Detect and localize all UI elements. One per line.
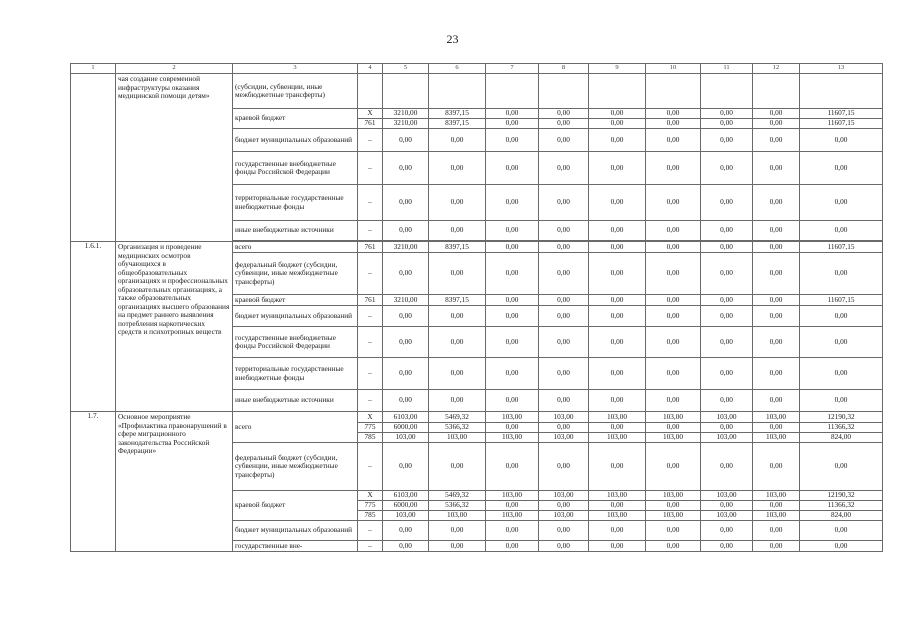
value-cell: 785 bbox=[358, 433, 383, 443]
value-cell: 0,00 bbox=[753, 541, 800, 552]
value-cell: 0,00 bbox=[383, 541, 429, 552]
budget-table bbox=[70, 63, 883, 552]
source-cell: федеральный бюджет (субсидии, субвенции, иные межбюджетные трансферты) bbox=[233, 443, 358, 491]
value-cell: 6103,00 bbox=[383, 491, 429, 501]
activity-name-cell: Основное мероприятие «Профилактика правонарушений в сфере миграционного законодательства Российской Федерации» bbox=[116, 412, 233, 552]
value-cell: 824,00 bbox=[800, 511, 883, 521]
value-cell: 0,00 bbox=[429, 306, 486, 327]
value-cell: 0,00 bbox=[753, 253, 800, 295]
value-cell: 103,00 bbox=[646, 433, 701, 443]
value-cell: 8397,15 bbox=[429, 119, 486, 129]
value-cell: 0,00 bbox=[646, 119, 701, 129]
value-cell: 103,00 bbox=[753, 511, 800, 521]
value-cell: 8397,15 bbox=[429, 242, 486, 253]
value-cell: 0,00 bbox=[539, 541, 589, 552]
value-cell: – bbox=[358, 327, 383, 358]
row-number-cell: 1.6.1. bbox=[71, 242, 116, 412]
source-cell: государственные внебюджетные фонды Российской Федерации bbox=[233, 152, 358, 185]
value-cell: 0,00 bbox=[753, 119, 800, 129]
value-cell: 0,00 bbox=[486, 541, 539, 552]
value-cell bbox=[486, 74, 539, 109]
value-cell: 0,00 bbox=[589, 119, 646, 129]
value-cell: 103,00 bbox=[383, 433, 429, 443]
value-cell: 0,00 bbox=[800, 152, 883, 185]
value-cell: 775 bbox=[358, 501, 383, 511]
value-cell: 0,00 bbox=[383, 152, 429, 185]
value-cell: 0,00 bbox=[701, 390, 753, 412]
column-number-cell: 8 bbox=[539, 64, 589, 74]
source-cell: территориальные государственные внебюджетные фонды bbox=[233, 358, 358, 390]
value-cell bbox=[646, 74, 701, 109]
value-cell: 0,00 bbox=[539, 295, 589, 306]
value-cell: 103,00 bbox=[646, 491, 701, 501]
value-cell: 0,00 bbox=[646, 306, 701, 327]
value-cell: 0,00 bbox=[383, 129, 429, 152]
source-cell: всего bbox=[233, 242, 358, 253]
value-cell: – bbox=[358, 129, 383, 152]
value-cell: – bbox=[358, 306, 383, 327]
value-cell: 0,00 bbox=[486, 253, 539, 295]
value-cell: 0,00 bbox=[753, 327, 800, 358]
value-cell: 0,00 bbox=[589, 129, 646, 152]
value-cell: 103,00 bbox=[383, 511, 429, 521]
value-cell: 0,00 bbox=[539, 501, 589, 511]
value-cell: 0,00 bbox=[539, 109, 589, 119]
value-cell: 761 bbox=[358, 242, 383, 253]
value-cell: 0,00 bbox=[646, 295, 701, 306]
value-cell: 0,00 bbox=[646, 253, 701, 295]
column-number-cell: 2 bbox=[116, 64, 233, 74]
value-cell: 0,00 bbox=[486, 501, 539, 511]
value-cell: 0,00 bbox=[646, 423, 701, 433]
value-cell: 0,00 bbox=[753, 295, 800, 306]
value-cell: – bbox=[358, 358, 383, 390]
value-cell: 0,00 bbox=[539, 253, 589, 295]
source-cell: краевой бюджет bbox=[233, 295, 358, 306]
column-number-cell: 12 bbox=[753, 64, 800, 74]
value-cell: 0,00 bbox=[753, 129, 800, 152]
value-cell: 0,00 bbox=[589, 306, 646, 327]
source-cell: иные внебюджетные источники bbox=[233, 221, 358, 241]
value-cell: 0,00 bbox=[429, 443, 486, 491]
value-cell: 0,00 bbox=[589, 390, 646, 412]
value-cell: 0,00 bbox=[646, 152, 701, 185]
value-cell: 0,00 bbox=[486, 129, 539, 152]
value-cell: – bbox=[358, 253, 383, 295]
value-cell: 0,00 bbox=[701, 358, 753, 390]
value-cell: 0,00 bbox=[486, 443, 539, 491]
value-cell: 0,00 bbox=[589, 253, 646, 295]
value-cell: 0,00 bbox=[800, 221, 883, 241]
value-cell bbox=[429, 74, 486, 109]
value-cell: 0,00 bbox=[539, 306, 589, 327]
value-cell: 0,00 bbox=[486, 185, 539, 221]
activity-name-cell: чая создание современной инфраструктуры оказания медицинской помощи детям» bbox=[116, 74, 233, 242]
value-cell: 0,00 bbox=[486, 242, 539, 253]
value-cell: 0,00 bbox=[539, 129, 589, 152]
value-cell: 0,00 bbox=[701, 541, 753, 552]
value-cell: 0,00 bbox=[589, 443, 646, 491]
source-cell: бюджет муниципальных образований bbox=[233, 521, 358, 541]
value-cell: 11607,15 bbox=[800, 242, 883, 253]
value-cell: 0,00 bbox=[701, 501, 753, 511]
value-cell: 12190,32 bbox=[800, 412, 883, 423]
value-cell: 3210,00 bbox=[383, 119, 429, 129]
value-cell: 12190,32 bbox=[800, 491, 883, 501]
value-cell: 0,00 bbox=[701, 109, 753, 119]
value-cell: – bbox=[358, 541, 383, 552]
value-cell: 0,00 bbox=[429, 253, 486, 295]
value-cell: 0,00 bbox=[753, 423, 800, 433]
value-cell: 5366,32 bbox=[429, 423, 486, 433]
value-cell: X bbox=[358, 412, 383, 423]
value-cell: 0,00 bbox=[486, 423, 539, 433]
value-cell: 103,00 bbox=[589, 412, 646, 423]
row-number-cell bbox=[71, 74, 116, 242]
value-cell: 0,00 bbox=[753, 185, 800, 221]
value-cell: 3210,00 bbox=[383, 242, 429, 253]
value-cell: 8397,15 bbox=[429, 109, 486, 119]
value-cell: 0,00 bbox=[429, 221, 486, 241]
value-cell: 0,00 bbox=[800, 185, 883, 221]
value-cell: 0,00 bbox=[589, 221, 646, 241]
value-cell: 5469,32 bbox=[429, 491, 486, 501]
value-cell: 0,00 bbox=[701, 327, 753, 358]
value-cell: 0,00 bbox=[486, 306, 539, 327]
value-cell: 0,00 bbox=[701, 295, 753, 306]
value-cell: 103,00 bbox=[701, 511, 753, 521]
value-cell: – bbox=[358, 152, 383, 185]
value-cell: 0,00 bbox=[429, 129, 486, 152]
value-cell: 0,00 bbox=[646, 327, 701, 358]
value-cell: 3210,00 bbox=[383, 109, 429, 119]
column-number-cell: 3 bbox=[233, 64, 358, 74]
value-cell: 103,00 bbox=[753, 491, 800, 501]
value-cell: 0,00 bbox=[539, 423, 589, 433]
value-cell: 5469,32 bbox=[429, 412, 486, 423]
value-cell: 0,00 bbox=[589, 521, 646, 541]
value-cell: 8397,15 bbox=[429, 295, 486, 306]
value-cell: 0,00 bbox=[429, 152, 486, 185]
table-row bbox=[71, 412, 883, 423]
value-cell: 6103,00 bbox=[383, 412, 429, 423]
value-cell: 0,00 bbox=[800, 327, 883, 358]
value-cell: 0,00 bbox=[539, 119, 589, 129]
value-cell: 0,00 bbox=[383, 358, 429, 390]
column-number-cell: 11 bbox=[701, 64, 753, 74]
source-cell: территориальные государственные внебюджетные фонды bbox=[233, 185, 358, 221]
value-cell: 0,00 bbox=[486, 109, 539, 119]
value-cell: 0,00 bbox=[589, 501, 646, 511]
value-cell: 0,00 bbox=[646, 221, 701, 241]
value-cell: 0,00 bbox=[589, 423, 646, 433]
value-cell: 0,00 bbox=[429, 358, 486, 390]
value-cell: 775 bbox=[358, 423, 383, 433]
value-cell: 103,00 bbox=[486, 491, 539, 501]
value-cell: 0,00 bbox=[701, 185, 753, 221]
value-cell: 824,00 bbox=[800, 433, 883, 443]
value-cell bbox=[383, 74, 429, 109]
value-cell: – bbox=[358, 521, 383, 541]
value-cell: 103,00 bbox=[646, 412, 701, 423]
value-cell: 5366,32 bbox=[429, 501, 486, 511]
value-cell: 785 bbox=[358, 511, 383, 521]
value-cell: 103,00 bbox=[589, 491, 646, 501]
source-cell: (субсидии, субвенции, иные межбюджетные трансферты) bbox=[233, 74, 358, 109]
value-cell: 0,00 bbox=[800, 541, 883, 552]
value-cell: 0,00 bbox=[753, 501, 800, 511]
value-cell: 0,00 bbox=[589, 185, 646, 221]
value-cell: 11607,15 bbox=[800, 109, 883, 119]
value-cell: 0,00 bbox=[753, 443, 800, 491]
value-cell: 103,00 bbox=[646, 511, 701, 521]
value-cell: 103,00 bbox=[701, 433, 753, 443]
value-cell: 0,00 bbox=[800, 443, 883, 491]
value-cell: 103,00 bbox=[486, 433, 539, 443]
value-cell: 6000,00 bbox=[383, 501, 429, 511]
value-cell: 0,00 bbox=[646, 521, 701, 541]
value-cell: 0,00 bbox=[753, 358, 800, 390]
activity-name-cell: Организация и проведение медицинских осмотров обучающихся в общеобразовательных организациях и профессиональных образовательных организациях, а также образовательных организациях высшего образования на предмет раннего выявления потребления наркотических средств и психотропных веществ bbox=[116, 242, 233, 412]
value-cell: 0,00 bbox=[539, 390, 589, 412]
value-cell: 0,00 bbox=[486, 152, 539, 185]
value-cell: 0,00 bbox=[753, 109, 800, 119]
value-cell: 0,00 bbox=[589, 541, 646, 552]
value-cell: 103,00 bbox=[753, 433, 800, 443]
value-cell: 11607,15 bbox=[800, 119, 883, 129]
value-cell: 0,00 bbox=[753, 221, 800, 241]
value-cell: 0,00 bbox=[701, 129, 753, 152]
value-cell: 0,00 bbox=[701, 152, 753, 185]
value-cell: 0,00 bbox=[646, 501, 701, 511]
value-cell: 0,00 bbox=[383, 521, 429, 541]
value-cell bbox=[589, 74, 646, 109]
value-cell: 0,00 bbox=[429, 541, 486, 552]
value-cell: 0,00 bbox=[701, 221, 753, 241]
value-cell: 103,00 bbox=[486, 511, 539, 521]
value-cell: 0,00 bbox=[429, 390, 486, 412]
value-cell bbox=[701, 74, 753, 109]
value-cell: 0,00 bbox=[800, 306, 883, 327]
value-cell: X bbox=[358, 491, 383, 501]
page-number: 23 bbox=[446, 32, 459, 46]
row-number-cell: 1.7. bbox=[71, 412, 116, 552]
table-row bbox=[71, 74, 883, 109]
value-cell: 0,00 bbox=[701, 521, 753, 541]
source-cell: краевой бюджет bbox=[233, 109, 358, 129]
value-cell: 0,00 bbox=[539, 221, 589, 241]
value-cell: 0,00 bbox=[646, 541, 701, 552]
value-cell bbox=[539, 74, 589, 109]
value-cell: 0,00 bbox=[486, 358, 539, 390]
value-cell: 0,00 bbox=[646, 109, 701, 119]
value-cell: – bbox=[358, 390, 383, 412]
value-cell: 0,00 bbox=[539, 521, 589, 541]
source-cell: бюджет муниципальных образований bbox=[233, 306, 358, 327]
value-cell: 0,00 bbox=[486, 295, 539, 306]
value-cell: 103,00 bbox=[701, 491, 753, 501]
value-cell: 0,00 bbox=[701, 443, 753, 491]
value-cell: 0,00 bbox=[800, 358, 883, 390]
value-cell: 103,00 bbox=[539, 433, 589, 443]
value-cell: – bbox=[358, 443, 383, 491]
value-cell: 0,00 bbox=[539, 443, 589, 491]
value-cell: 103,00 bbox=[486, 412, 539, 423]
value-cell: 11607,15 bbox=[800, 295, 883, 306]
value-cell bbox=[358, 74, 383, 109]
value-cell: 0,00 bbox=[539, 242, 589, 253]
value-cell: 0,00 bbox=[753, 242, 800, 253]
source-cell: государственные внебюджетные фонды Российской Федерации bbox=[233, 327, 358, 358]
value-cell: 0,00 bbox=[701, 306, 753, 327]
value-cell: 0,00 bbox=[486, 327, 539, 358]
column-number-cell: 13 bbox=[800, 64, 883, 74]
value-cell: 0,00 bbox=[486, 221, 539, 241]
source-cell: всего bbox=[233, 412, 358, 443]
value-cell: 0,00 bbox=[646, 129, 701, 152]
value-cell: – bbox=[358, 221, 383, 241]
column-number-cell: 9 bbox=[589, 64, 646, 74]
value-cell bbox=[800, 74, 883, 109]
value-cell: 0,00 bbox=[589, 327, 646, 358]
value-cell: 0,00 bbox=[701, 242, 753, 253]
column-number-cell: 6 bbox=[429, 64, 486, 74]
column-number-cell: 4 bbox=[358, 64, 383, 74]
value-cell: 0,00 bbox=[753, 306, 800, 327]
source-cell: федеральный бюджет (субсидии, субвенции, иные межбюджетные трансферты) bbox=[233, 253, 358, 295]
value-cell: 761 bbox=[358, 119, 383, 129]
value-cell: 103,00 bbox=[429, 433, 486, 443]
value-cell: 0,00 bbox=[589, 358, 646, 390]
value-cell: 0,00 bbox=[429, 185, 486, 221]
column-number-cell: 5 bbox=[383, 64, 429, 74]
value-cell: 103,00 bbox=[539, 412, 589, 423]
value-cell: 11366,32 bbox=[800, 423, 883, 433]
value-cell: 0,00 bbox=[753, 521, 800, 541]
value-cell: 0,00 bbox=[646, 242, 701, 253]
value-cell: 0,00 bbox=[429, 521, 486, 541]
value-cell: 103,00 bbox=[701, 412, 753, 423]
value-cell: 0,00 bbox=[753, 152, 800, 185]
value-cell: 103,00 bbox=[753, 412, 800, 423]
source-cell: иные внебюджетные источники bbox=[233, 390, 358, 412]
value-cell: 0,00 bbox=[383, 306, 429, 327]
value-cell: 0,00 bbox=[701, 253, 753, 295]
value-cell: 0,00 bbox=[646, 443, 701, 491]
value-cell: X bbox=[358, 109, 383, 119]
value-cell: 0,00 bbox=[646, 390, 701, 412]
value-cell: 3210,00 bbox=[383, 295, 429, 306]
value-cell: 0,00 bbox=[383, 221, 429, 241]
value-cell bbox=[753, 74, 800, 109]
value-cell: 0,00 bbox=[589, 109, 646, 119]
value-cell: 0,00 bbox=[800, 129, 883, 152]
source-cell: государственные вне- bbox=[233, 541, 358, 552]
value-cell: 0,00 bbox=[539, 152, 589, 185]
value-cell: 6000,00 bbox=[383, 423, 429, 433]
value-cell: 0,00 bbox=[701, 119, 753, 129]
value-cell: 0,00 bbox=[429, 327, 486, 358]
column-number-cell: 7 bbox=[486, 64, 539, 74]
value-cell: 0,00 bbox=[486, 521, 539, 541]
source-cell: бюджет муниципальных образований bbox=[233, 129, 358, 152]
value-cell: 0,00 bbox=[646, 185, 701, 221]
value-cell: 0,00 bbox=[539, 185, 589, 221]
value-cell: 0,00 bbox=[589, 242, 646, 253]
value-cell: 0,00 bbox=[486, 390, 539, 412]
value-cell: 0,00 bbox=[383, 327, 429, 358]
value-cell: 103,00 bbox=[589, 511, 646, 521]
value-cell: 103,00 bbox=[589, 433, 646, 443]
value-cell: 0,00 bbox=[383, 253, 429, 295]
column-number-cell: 1 bbox=[71, 64, 116, 74]
value-cell: 11366,32 bbox=[800, 501, 883, 511]
value-cell: 0,00 bbox=[383, 443, 429, 491]
value-cell: 103,00 bbox=[539, 491, 589, 501]
value-cell: 0,00 bbox=[383, 185, 429, 221]
value-cell: – bbox=[358, 185, 383, 221]
value-cell: 0,00 bbox=[701, 423, 753, 433]
header-row bbox=[71, 64, 883, 74]
value-cell: 0,00 bbox=[646, 358, 701, 390]
value-cell: 0,00 bbox=[539, 327, 589, 358]
value-cell: 0,00 bbox=[486, 119, 539, 129]
value-cell: 0,00 bbox=[753, 390, 800, 412]
value-cell: 0,00 bbox=[800, 253, 883, 295]
source-cell: краевой бюджет bbox=[233, 491, 358, 521]
value-cell: 0,00 bbox=[800, 521, 883, 541]
value-cell: 0,00 bbox=[589, 295, 646, 306]
value-cell: 761 bbox=[358, 295, 383, 306]
column-number-cell: 10 bbox=[646, 64, 701, 74]
value-cell: 0,00 bbox=[589, 152, 646, 185]
table-row bbox=[71, 242, 883, 253]
value-cell: 0,00 bbox=[383, 390, 429, 412]
value-cell: 0,00 bbox=[539, 358, 589, 390]
value-cell: 103,00 bbox=[539, 511, 589, 521]
value-cell: 103,00 bbox=[429, 511, 486, 521]
value-cell: 0,00 bbox=[800, 390, 883, 412]
